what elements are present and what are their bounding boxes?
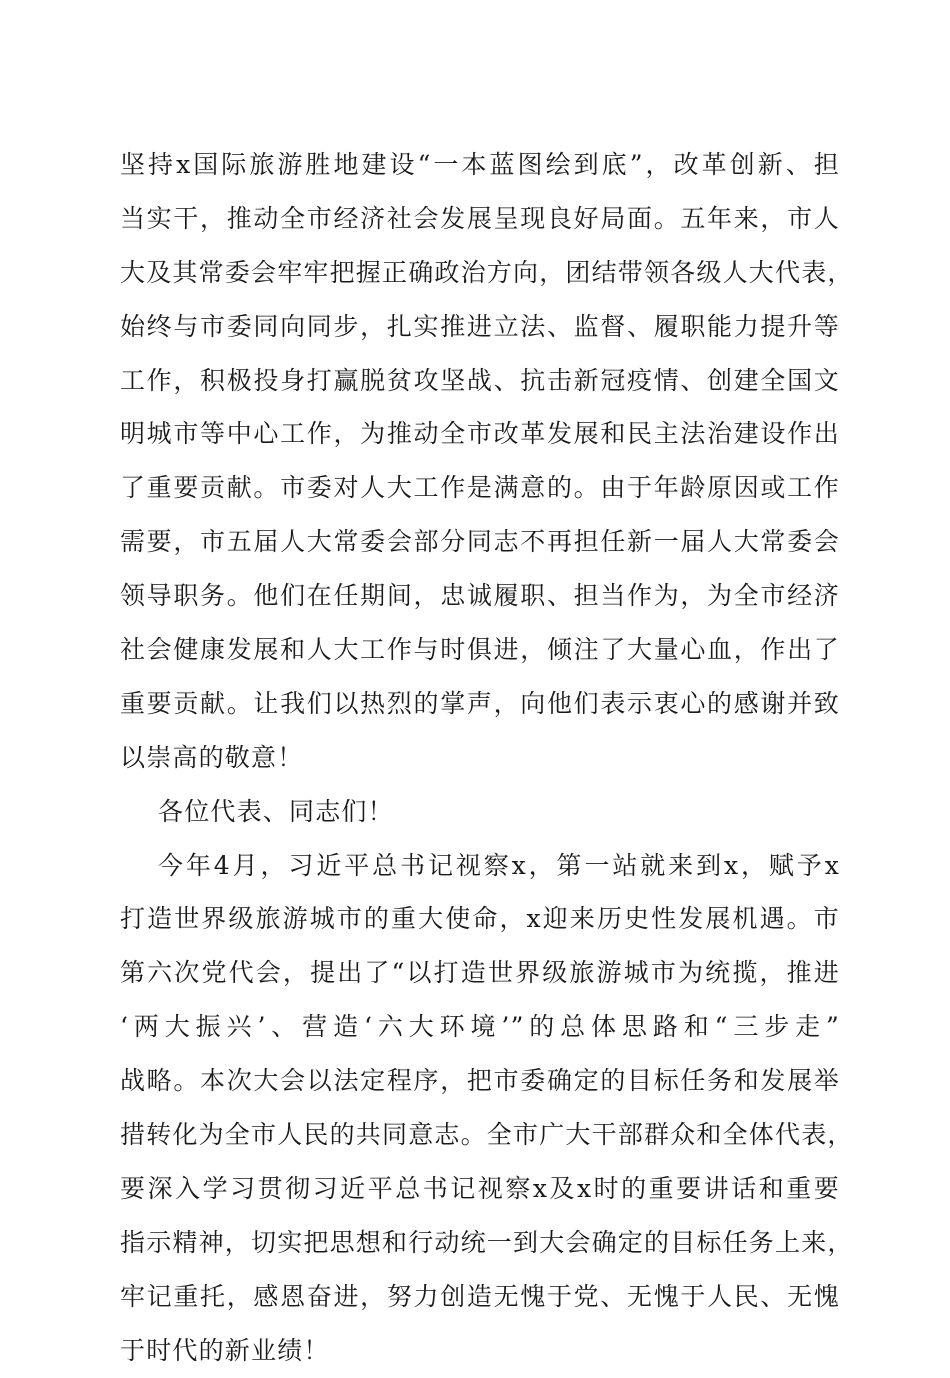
paragraph-line: 重要贡献。让我们以热烈的掌声，向他们表示衷心的感谢并致 — [120, 688, 840, 718]
paragraph-line: 明城市等中心工作，为推动全市改革发展和民主法治建设作出 — [120, 419, 840, 449]
body-text — [120, 138, 854, 1377]
paragraph-line: 打造世界级旅游城市的重大使命，x迎来历史性发展机遇。市 — [120, 904, 840, 934]
paragraph-line: 第六次党代会，提出了“以打造世界级旅游城市为统揽，推进 — [120, 958, 840, 988]
paragraph-line: 坚持x国际旅游胜地建设“一本蓝图绘到底”，改革创新、担 — [120, 150, 840, 179]
paragraph-line: 工作，积极投身打赢脱贫攻坚战、抗击新冠疫情、创建全国文 — [120, 365, 840, 395]
paragraph-salutation — [120, 785, 840, 839]
salutation-line: 各位代表、同志们！ — [158, 796, 394, 826]
paragraph-line: 指示精神，切实把思想和行动统一到大会确定的目标任务上来， — [120, 1227, 854, 1257]
paragraph-line: 社会健康发展和人大工作与时俱进，倾注了大量心血，作出了 — [120, 635, 840, 665]
paragraph-line: 了重要贡献。市委对人大工作是满意的。由于年龄原因或工作 — [120, 473, 840, 503]
paragraph-line: 措转化为全市人民的共同意志。全市广大干部群众和全体代表， — [120, 1120, 854, 1150]
paragraph-line: 始终与市委同向同步，扎实推进立法、监督、履职能力提升等 — [120, 311, 840, 341]
paragraph-april-visit — [120, 839, 854, 1378]
paragraph-line: 需要，市五届人大常委会部分同志不再担任新一届人大常委会 — [120, 527, 840, 557]
paragraph-line: ‘两大振兴’、营造‘六大环境’”的总体思路和“三步走” — [120, 1012, 840, 1042]
paragraph-line: 以崇高的敬意！ — [120, 742, 304, 772]
paragraph-line: 要深入学习贯彻习近平总书记视察x及x时的重要讲话和重要 — [120, 1173, 840, 1203]
paragraph-line: 战略。本次大会以法定程序，把市委确定的目标任务和发展举 — [120, 1066, 840, 1096]
paragraph-line: 于时代的新业绩！ — [120, 1335, 330, 1365]
paragraph-tribute — [120, 138, 854, 785]
paragraph-line: 今年4月，习近平总书记视察x，第一站就来到x，赋予x — [158, 850, 840, 880]
paragraph-line: 领导职务。他们在任期间，忠诚履职、担当作为，为全市经济 — [120, 581, 840, 611]
paragraph-line: 当实干，推动全市经济社会发展呈现良好局面。五年来，市人 — [120, 203, 840, 233]
paragraph-line: 牢记重托，感恩奋进，努力创造无愧于党、无愧于人民、无愧 — [120, 1281, 840, 1311]
paragraph-line: 大及其常委会牢牢把握正确政治方向，团结带领各级人大代表， — [120, 257, 854, 287]
